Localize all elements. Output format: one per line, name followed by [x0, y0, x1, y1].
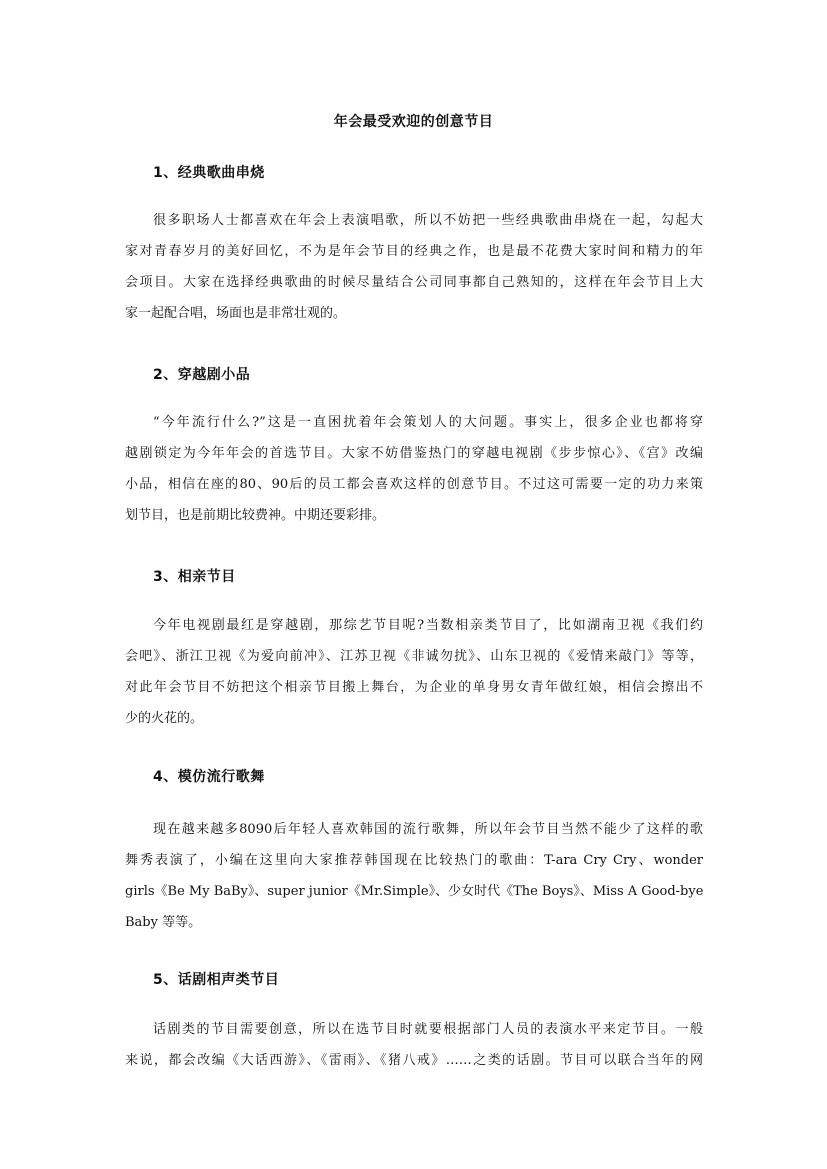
section-heading-3: 3、相亲节目: [153, 569, 236, 585]
section-paragraph-3: [125, 610, 703, 734]
paragraph-line: 很多职场人士都喜欢在年会上表演唱歌，所以不妨把一些经典歌曲串烧在一起，勾起大: [153, 213, 703, 228]
paragraph-line: 舞秀表演了，小编在这里向大家推荐韩国现在比较热门的歌曲：T-ara Cry Cry、wonder: [125, 853, 703, 868]
paragraph-line: 家一起配合唱，场面也是非常壮观的。: [125, 306, 347, 321]
paragraph-line: 划节目，也是前期比较费神。中期还要彩排。: [125, 508, 386, 523]
paragraph-line: 小品，相信在座的80、90后的员工都会喜欢这样的创意节目。不过这可需要一定的功力来策: [125, 477, 703, 492]
paragraph-line: Baby 等等。: [125, 915, 202, 930]
section-heading-5: 5、话剧相声类节目: [153, 972, 280, 988]
paragraph-line: 来说，都会改编《大话西游》、《雷雨》、《猪八戒》……之类的话剧。节目可以联合当年的网: [125, 1053, 703, 1068]
section-paragraph-2: [125, 407, 703, 531]
paragraph-line: 现在越来越多8090后年轻人喜欢韩国的流行歌舞，所以年会节目当然不能少了这样的歌: [153, 822, 703, 837]
section-paragraph-1: [125, 205, 703, 329]
paragraph-line: 今年电视剧最红是穿越剧，那综艺节目呢?当数相亲类节目了，比如湖南卫视《我们约: [153, 618, 703, 633]
paragraph-line: “今年流行什么?”这是一直困扰着年会策划人的大问题。事实上，很多企业也都将穿: [153, 415, 703, 430]
paragraph-line: 家对青春岁月的美好回忆，不为是年会节目的经典之作，也是最不花费大家时间和精力的年: [125, 244, 703, 259]
section-heading-4: 4、模仿流行歌舞: [153, 769, 265, 785]
paragraph-line: 少的火花的。: [125, 711, 204, 726]
section-paragraph-5: [125, 1014, 703, 1076]
section-paragraph-4: [125, 814, 703, 938]
paragraph-line: 会项目。大家在选择经典歌曲的时候尽量结合公司同事都自己熟知的，这样在年会节目上大: [125, 275, 703, 290]
paragraph-line: girls《Be My BaBy》、super junior《Mr.Simple》、少女时代《The Boys》、Miss A Good-bye: [125, 884, 703, 899]
section-heading-1: 1、经典歌曲串烧: [153, 165, 265, 181]
paragraph-line: 对此年会节目不妨把这个相亲节目搬上舞台，为企业的单身男女青年做红娘，相信会擦出不: [125, 680, 703, 695]
paragraph-line: 越剧锁定为今年年会的首选节目。大家不妨借鉴热门的穿越电视剧《步步惊心》、《宫》改编: [125, 446, 703, 461]
paragraph-line: 话剧类的节目需要创意，所以在选节目时就要根据部门人员的表演水平来定节目。一般: [153, 1022, 703, 1037]
section-heading-2: 2、穿越剧小品: [153, 367, 251, 383]
document-title: 年会最受欢迎的创意节目: [333, 114, 494, 130]
paragraph-line: 会吧》、浙江卫视《为爱向前冲》、江苏卫视《非诚勿扰》、山东卫视的《爱情来敲门》等等，: [125, 649, 703, 664]
